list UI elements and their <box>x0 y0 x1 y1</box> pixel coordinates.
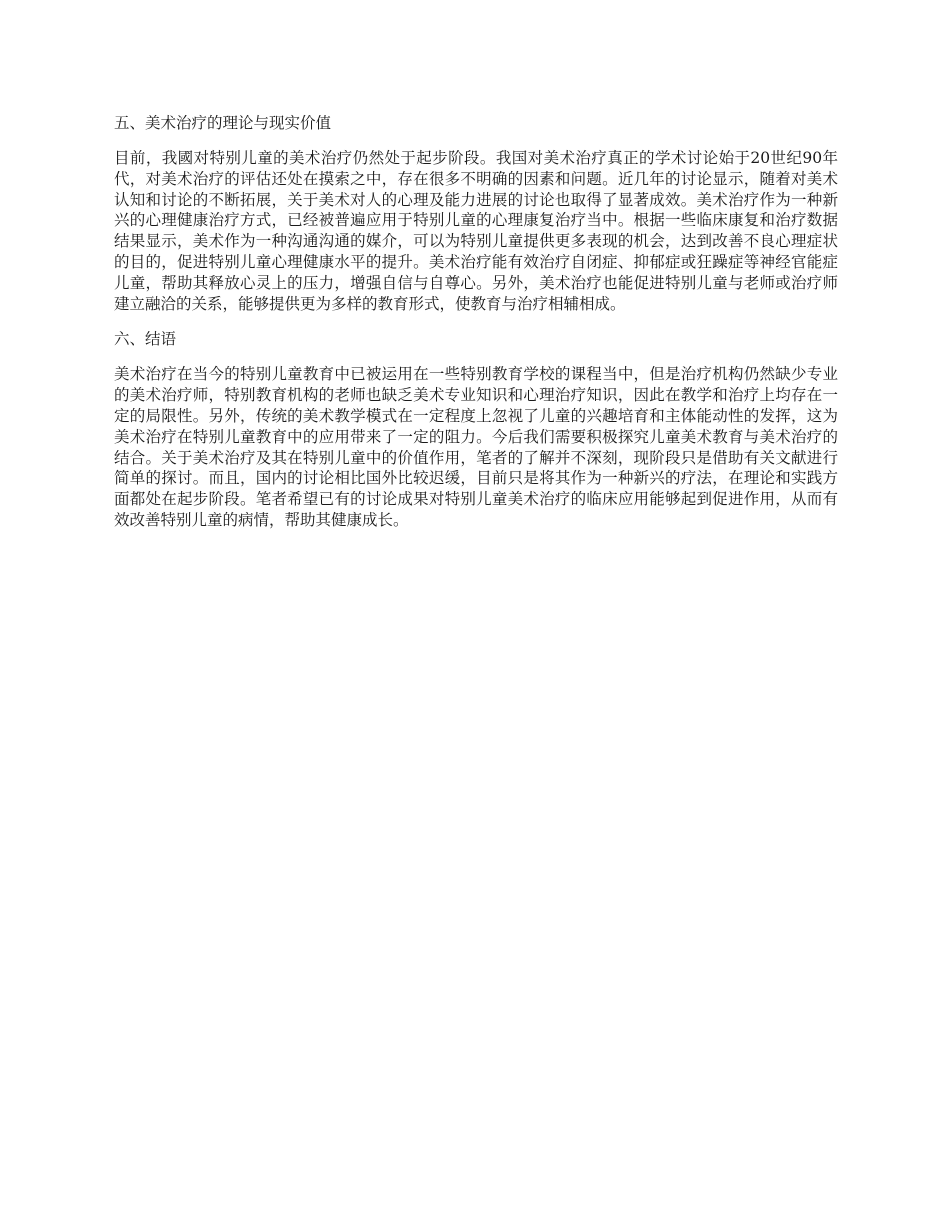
section-paragraph-conclusion: 美术治疗在当今的特别儿童教育中已被运用在一些特别教育学校的课程当中，但是治疗机构仍然缺少专业的美术治疗师，特别教育机构的老师也缺乏美术专业知识和心理治疗知识，因此在教学和治疗上均存在一定的局限性。另外，传统的美术教学模式在一定程度上忽视了儿童的兴趣培育和主体能动性的发挥，这为美术治疗在特别儿童教育中的应用带来了一定的阻力。今后我们需要积极探究儿童美术教育与美术治疗的结合。关于美术治疗及其在特别儿童中的价值作用，笔者的了解并不深刻，现阶段只是借助有关文献进行简单的探讨。而且，国内的讨论相比国外比较迟缓，目前只是将其作为一种新兴的疗法，在理论和实践方面都处在起步阶段。笔者希望已有的讨论成果对特别儿童美术治疗的临床应用能够起到促进作用，从而有效改善特别儿童的病情，帮助其健康成长。 <box>114 365 838 529</box>
section-heading-conclusion: 六、结语 <box>114 330 177 349</box>
section-heading-value: 五、美术治疗的理论与现实价值 <box>114 114 332 132</box>
document-page <box>114 112 838 545</box>
section-paragraph-value: 目前，我國对特别儿童的美术治疗仍然处于起步阶段。我国对美术治疗真正的学术讨论始于20世纪90年代，对美术治疗的评估还处在摸索之中，存在很多不明确的因素和问题。近几年的讨论显示，随着对美术认知和讨论的不断拓展，关于美术对人的心理及能力进展的讨论也取得了显著成效。美术治疗作为一种新兴的心理健康治疗方式，已经被普遍应用于特别儿童的心理康复治疗当中。根据一些临床康复和治疗数据结果显示，美术作为一种沟通沟通的媒介，可以为特别儿童提供更多表现的机会，达到改善不良心理症状的目的，促进特别儿童心理健康水平的提升。美术治疗能有效治疗自闭症、抑郁症或狂躁症等神经官能症儿童，帮助其释放心灵上的压力，增强自信与自尊心。另外，美术治疗也能促进特别儿童与老师或治疗师建立融洽的关系，能够提供更为多样的教育形式，使教育与治疗相辅相成。 <box>114 149 838 313</box>
